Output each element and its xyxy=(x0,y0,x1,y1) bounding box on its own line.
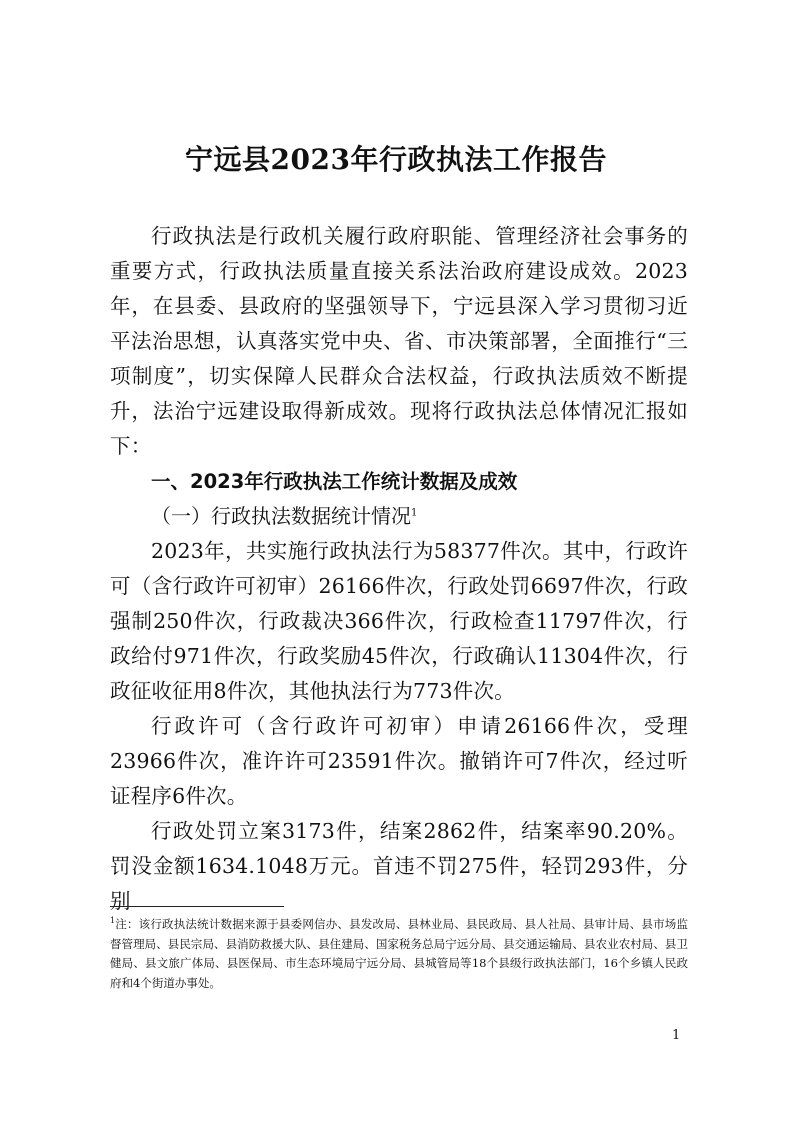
subsection-heading-text: （一）行政执法数据统计情况 xyxy=(151,504,411,528)
document-title: 宁远县2023年行政执法工作报告 xyxy=(185,143,607,176)
permits-paragraph: 行政许可（含行政许可初审）申请26166件次，受理23966件次，准许许可23591件次。撤销许可7件次，经过听证程序6件次。 xyxy=(110,714,688,808)
footnote xyxy=(110,915,688,993)
section-heading: 一、2023年行政执法工作统计数据及成效 xyxy=(151,470,518,493)
subsection-heading xyxy=(110,499,688,534)
footnote-text: 注：该行政执法统计数据来源于县委网信办、县发改局、县林业局、县民政局、县人社局、县审计局、县市场监督管理局、县民宗局、县消防救援大队、县住建局、国家税务总局宁远分局、县交通运输局、县农业农村局、县卫健局、县文旅广体局、县医保局、市生态环境局宁远分局、县城管局等18个县级行政执法部门，16个乡镇人民政府和4个街道办事处。 xyxy=(110,917,688,990)
footnote-reference[interactable]: 1 xyxy=(411,507,418,519)
penalties-paragraph: 行政处罚立案3173件，结案2862件，结案率90.20%。罚没金额1634.1048万元。首违不罚275件，轻罚293件，分别 xyxy=(110,819,688,913)
document-body xyxy=(110,219,688,919)
footnote-divider xyxy=(110,906,284,907)
footnote-mark: 1 xyxy=(110,916,116,926)
stats-paragraph: 2023年，共实施行政执法行为58377件次。其中，行政许可（含行政许可初审）26166件次，行政处罚6697件次，行政强制250件次，行政裁决366件次，行政检查11797件次，行政给付971件次，行政奖励45件次，行政确认11304件次，行政征收征用8件次，其他执法行为773件次。 xyxy=(110,539,688,703)
page-number: 1 xyxy=(672,1028,681,1043)
intro-paragraph: 行政执法是行政机关履行政府职能、管理经济社会事务的重要方式，行政执法质量直接关系法治政府建设成效。2023年，在县委、县政府的坚强领导下，宁远县深入学习贯彻习近平法治思想，认真落实党中央、省、市决策部署，全面推行“三项制度”，切实保障人民群众合法权益，行政执法质效不断提升，法治宁远建设取得新成效。现将行政执法总体情况汇报如下： xyxy=(110,224,688,458)
